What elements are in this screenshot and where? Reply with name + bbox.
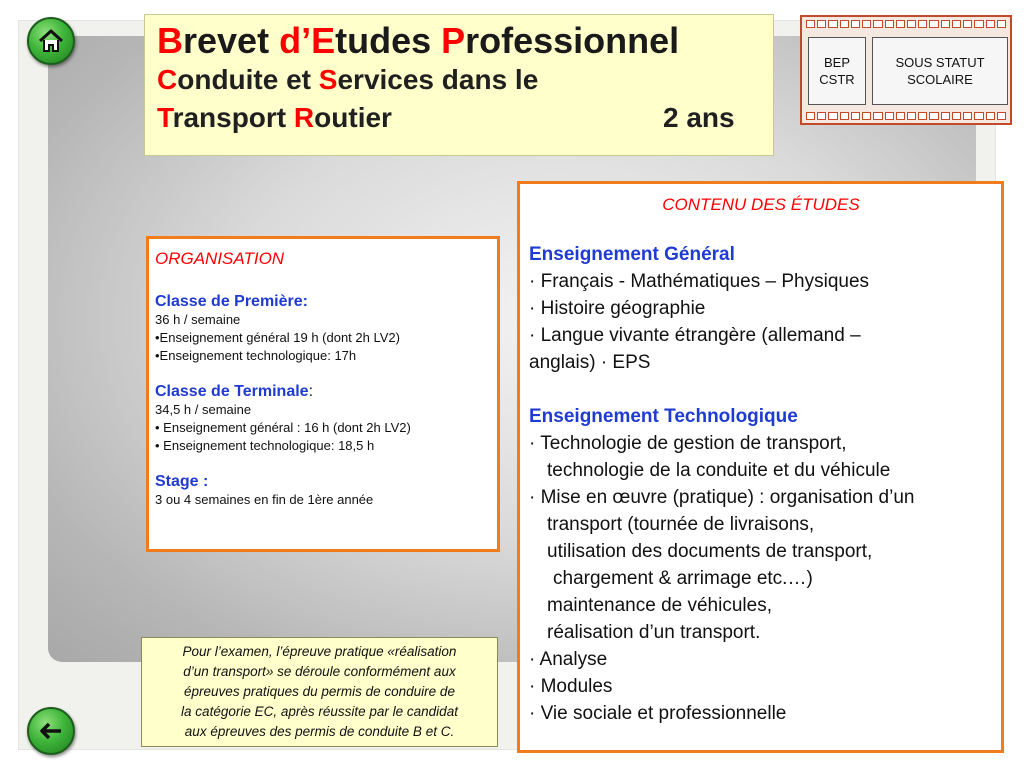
home-icon (37, 27, 65, 55)
title-initial: T (157, 102, 173, 133)
organisation-title: ORGANISATION (155, 249, 285, 268)
title-initial: B (157, 20, 183, 61)
note-line: épreuves pratiques du permis de conduire de (184, 684, 455, 699)
technologique-line: · Analyse (529, 649, 608, 670)
general-line: · Langue vivante étrangère (allemand – (529, 325, 861, 346)
home-button[interactable] (27, 17, 75, 65)
title-word: rofessionnel (465, 20, 680, 61)
title-word: outier (314, 102, 392, 133)
decorative-border-bottom (806, 112, 1006, 120)
title-word: onduite et (177, 64, 319, 95)
technologique-line: technologie de la conduite et du véhicule (547, 460, 891, 481)
title-box (144, 14, 774, 156)
title-line-1 (157, 21, 761, 61)
premiere-heading: Classe de Première: (155, 293, 308, 310)
note-line: d’un transport» se déroule conformément aux (183, 664, 456, 679)
stage-text: 3 ou 4 semaines en fin de 1ère année (155, 492, 374, 507)
technologique-line: · Modules (529, 676, 613, 697)
general-heading: Enseignement Général (529, 244, 735, 265)
statut-badge-line: SCOLAIRE (907, 72, 973, 87)
title-word: ervices dans le (337, 64, 539, 95)
bep-badge-line: BEP (823, 55, 850, 70)
terminale-item: • Enseignement technologique: 18,5 h (155, 438, 375, 453)
technologique-line: · Technologie de gestion de transport, (529, 433, 847, 454)
contenu-title: CONTENU DES ÉTUDES (662, 195, 860, 214)
title-word: revet (183, 20, 280, 61)
title-initial: R (293, 102, 315, 133)
note-line: aux épreuves des permis de conduite B et C. (184, 724, 455, 739)
technologique-line: maintenance de véhicules, (547, 595, 772, 616)
terminale-colon: : (308, 383, 314, 400)
note-line: Pour l’examen, l’épreuve pratique «réalisation (182, 644, 457, 659)
technologique-line: réalisation d’un transport. (547, 622, 761, 643)
decorative-border-top (806, 20, 1006, 28)
title-initial: S (318, 64, 338, 95)
premiere-hours: 36 h / semaine (155, 312, 241, 327)
title-word: ransport (172, 102, 294, 133)
bep-badge-line: CSTR (819, 72, 855, 87)
terminale-item: • Enseignement général : 16 h (dont 2h LV2) (155, 420, 411, 435)
technologique-heading: Enseignement Technologique (529, 406, 798, 427)
technologique-line: chargement & arrimage etc.…) (553, 568, 813, 589)
statut-badge (872, 37, 1008, 105)
note-line: la catégorie EC, après réussite par le candidat (181, 704, 458, 719)
duration-label: 2 ans (663, 102, 735, 133)
terminale-heading: Classe de Terminale (155, 383, 309, 400)
stage-heading: Stage : (155, 473, 209, 490)
title-initial: P (441, 20, 466, 61)
technologique-line: · Mise en œuvre (pratique) : organisation d’un (529, 487, 915, 508)
left-arrow-icon (37, 717, 65, 745)
title-word: tudes (335, 20, 442, 61)
title-initial: C (157, 64, 178, 95)
bep-badge (808, 37, 866, 105)
back-button[interactable] (27, 707, 75, 755)
organisation-panel (146, 236, 500, 552)
exam-note (141, 637, 498, 747)
general-line: anglais) · EPS (529, 352, 651, 373)
title-line-2 (157, 61, 761, 99)
statut-badge-line: SOUS STATUT (895, 55, 985, 70)
technologique-line: utilisation des documents de transport, (547, 541, 873, 562)
general-line: · Histoire géographie (529, 298, 706, 319)
status-badge-panel (800, 15, 1012, 125)
title-line-3 (157, 99, 761, 137)
technologique-line: transport (tournée de livraisons, (547, 514, 815, 535)
premiere-item: •Enseignement général 19 h (dont 2h LV2) (155, 330, 400, 345)
technologique-line: · Vie sociale et professionnelle (529, 703, 787, 724)
title-initial: d’E (279, 20, 336, 61)
contenu-panel (517, 181, 1004, 753)
premiere-item: •Enseignement technologique: 17h (155, 348, 357, 363)
terminale-hours: 34,5 h / semaine (155, 402, 252, 417)
general-line: · Français - Mathématiques – Physiques (529, 271, 870, 292)
